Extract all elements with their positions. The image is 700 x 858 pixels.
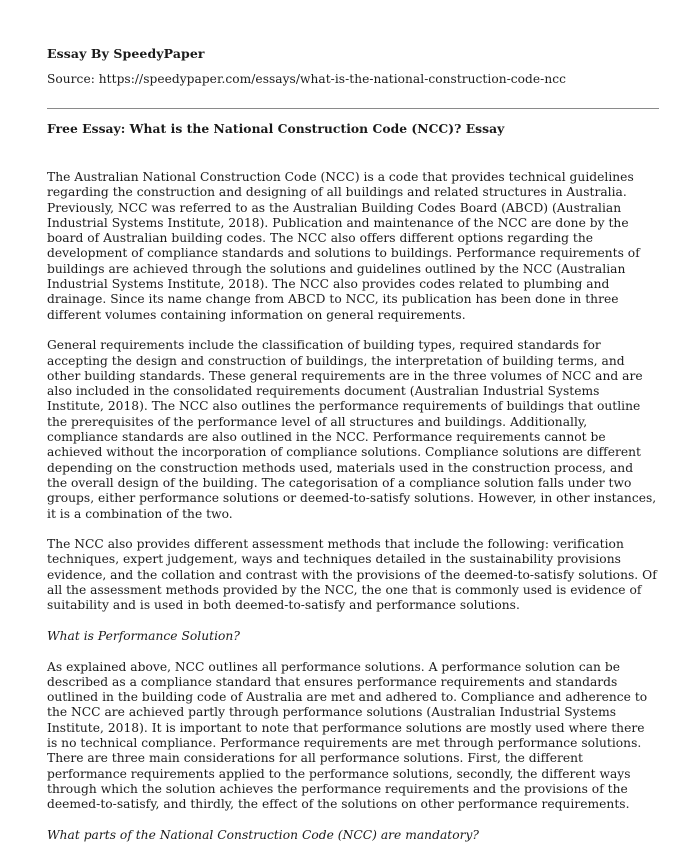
paragraph: As explained above, NCC outlines all performance solutions. A performance solution can be described as a compliance standard that ensures performance requirements and standards outlined in the building code of Australia are met and adhered to. Compliance and adherence to the NCC are achieved partly through performance solutions (Australian Industrial Systems Institute, 2018). It is important to note that performance solutions are mostly used where there is no technical compliance. Performance requirements are met through performance solutions. There are three main considerations for all performance solutions. First, the different performance requirements applied to the performance solutions, secondly, the different ways through which the solution achieves the performance requirements and the provisions of the deemed-to-satisfy, and thirdly, the effect of the solutions on other performance requirements. — [47, 659, 648, 812]
section-heading: What parts of the National Construction Code (NCC) are mandatory? — [47, 827, 480, 842]
paragraph: The Australian National Construction Code (NCC) is a code that provides technical guidelines regarding the construction and designing of all buildings and related structures in Australia. Previously, NCC was referred to as the Australian Building Codes Board (ABCD) (Australian Industrial Systems Institute, 2018). Publication and maintenance of the NCC are done by the board of Australian building codes. The NCC also offers different options regarding the development of compliance standards and solutions to buildings. Performance requirements of buildings are achieved through the solutions and guidelines outlined by the NCC (Australian Industrial Systems Institute, 2018). The NCC also provides codes related to plumbing and drainage. Since its name change from ABCD to NCC, its publication has been done in three different volumes containing information on general requirements. — [47, 170, 640, 322]
section-heading: What is Performance Solution? — [47, 628, 240, 643]
source-line: Source: https://speedypaper.com/essays/what-is-the-national-construction-code-ncc — [47, 72, 566, 86]
paragraph: The NCC also provides different assessment methods that include the following: verification techniques, expert judgement, ways and techniques detailed in the sustainability provisions evidence, and the collation and contrast with the provisions of the deemed-to-satisfy solutions. Of all the assessment methods provided by the NCC, the one that is commonly used is evidence of suitability and is used in both deemed-to-satisfy and performance solutions. — [47, 537, 657, 613]
essay-body — [47, 170, 657, 858]
essay-title: Free Essay: What is the National Construction Code (NCC)? Essay — [47, 121, 505, 136]
paragraph: General requirements include the classification of building types, required standards for accepting the design and construction of buildings, the interpretation of building terms, and other building standards. These general requirements are in the three volumes of NCC and are also included in the consolidated requirements document (Australian Industrial Systems Institute, 2018). The NCC also outlines the performance requirements of buildings that outline the prerequisites of the performance level of all structures and buildings. Additionally, compliance standards are also outlined in the NCC. Performance requirements cannot be achieved without the incorporation of compliance solutions. Compliance solutions are different depending on the construction methods used, materials used in the construction process, and the overall design of the building. The categorisation of a compliance solution falls under two groups, either performance solutions or deemed-to-satisfy solutions. However, in other instances, it is a combination of the two. — [47, 338, 657, 521]
publisher-name: Essay By SpeedyPaper — [47, 46, 205, 61]
header-divider — [47, 108, 659, 109]
